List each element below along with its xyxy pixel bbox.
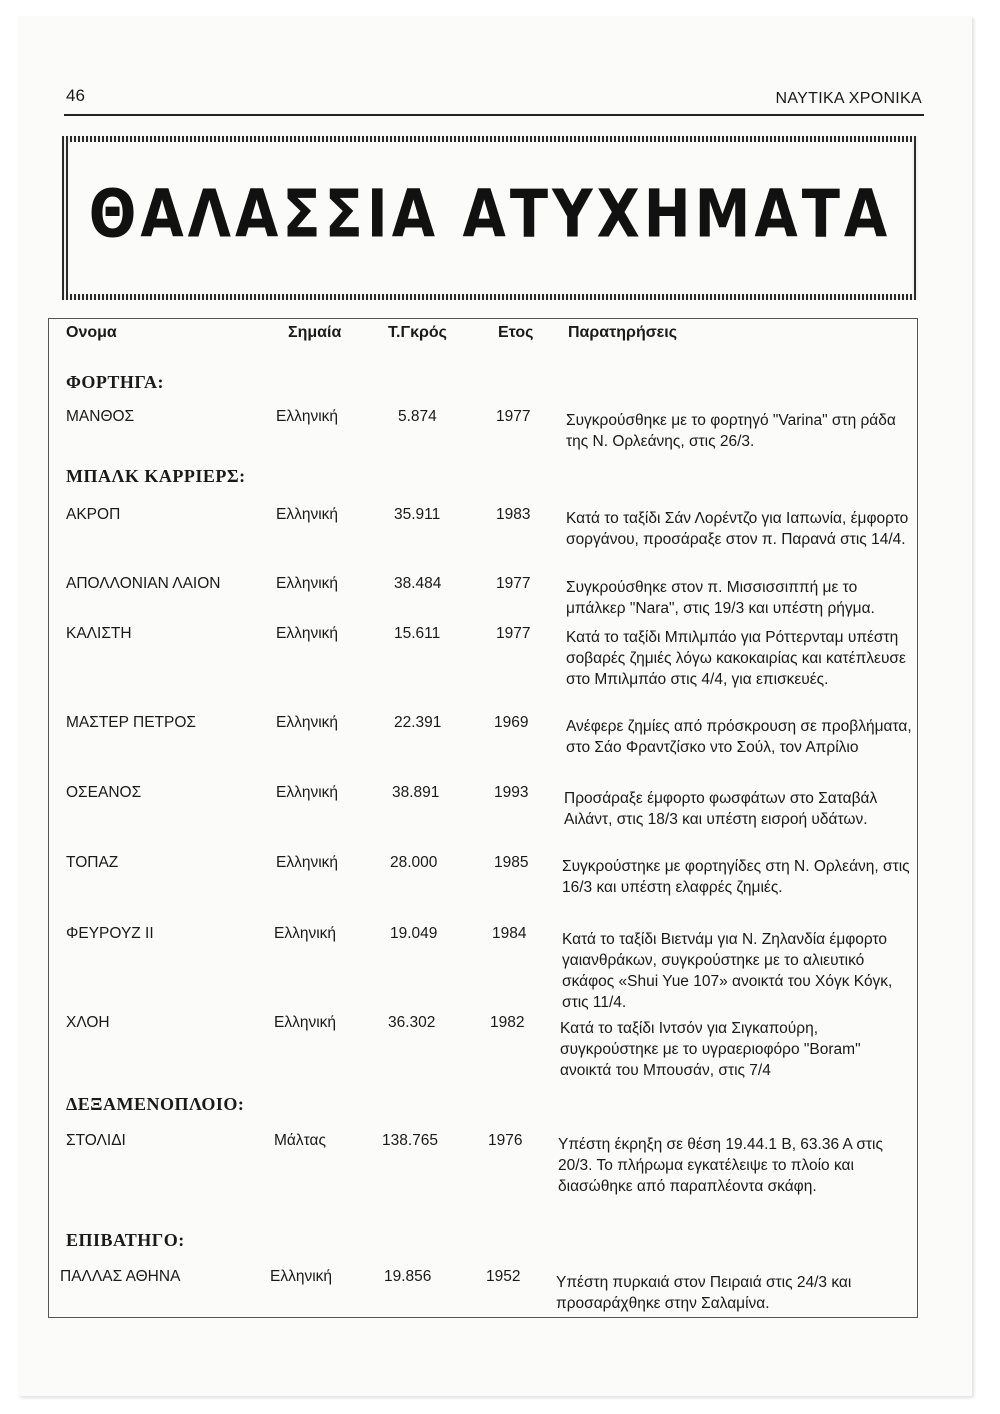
ship-remarks: Συγκρούσθηκε στον π. Μισσισσιππή με το μπάλκερ "Nara", στις 19/3 και υπέστη ρήγμα. bbox=[566, 579, 875, 617]
header-name: Ονομα bbox=[66, 324, 117, 341]
header-year: Ετος bbox=[498, 324, 534, 341]
ship-name: ΤΟΠΑΖ bbox=[66, 854, 119, 871]
ship-remarks: Υπέστη πυρκαιά στον Πειραιά στις 24/3 και προσαράχθηκε στην Σαλαμίνα. bbox=[556, 1274, 852, 1312]
ship-flag: Ελληνική bbox=[274, 925, 337, 942]
ship-name: ΜΑΣΤΕΡ ΠΕΤΡΟΣ bbox=[66, 714, 196, 731]
ship-tonnage: 19.856 bbox=[384, 1268, 432, 1285]
ship-name: ΟΣΕΑΝΟΣ bbox=[66, 784, 142, 801]
ship-year: 1977 bbox=[496, 575, 531, 592]
ship-remarks: Κατά το ταξίδι Μπιλμπάο για Ρόττερνταμ υπέστη σοβαρές ζημιές λόγω κακοκαιρίας και κατέπλευσε στο Μπιλμπάο στις 4/4, για επισκευές. bbox=[566, 629, 906, 688]
journal-title: ΝΑΥΤΙΚΑ ΧΡΟΝΙΚΑ bbox=[775, 90, 922, 107]
ship-remarks: Υπέστη έκρηξη σε θέση 19.44.1 Β, 63.36 Α στις 20/3. Το πλήρωμα εγκατέλειψε το πλοίο και διασώθηκε από παραπλέοντα σκάφη. bbox=[558, 1136, 883, 1195]
ship-tonnage: 35.911 bbox=[394, 506, 441, 523]
ship-year: 1984 bbox=[492, 925, 527, 942]
header-remarks: Παρατηρήσεις bbox=[568, 324, 678, 341]
ship-flag: Ελληνική bbox=[276, 408, 339, 425]
ship-flag: Ελληνική bbox=[274, 1014, 337, 1031]
ship-flag: Ελληνική bbox=[276, 714, 339, 731]
ship-name: ΑΠΟΛΛΟΝΙΑΝ ΛΑΙΟΝ bbox=[66, 575, 221, 592]
ship-flag: Ελληνική bbox=[276, 575, 339, 592]
ship-year: 1993 bbox=[494, 784, 529, 801]
ship-flag: Ελληνική bbox=[276, 506, 339, 523]
section-title: ΦΟΡΤΗΓΑ: bbox=[66, 372, 164, 392]
ship-remarks: Κατά το ταξίδι Ιντσόν για Σιγκαπούρη, συγκρούστηκε με το υγραεριοφόρο "Boram" ανοικτά του Μπουσάν, στις 7/4 bbox=[560, 1020, 861, 1079]
ship-year: 1982 bbox=[490, 1014, 525, 1031]
ship-year: 1977 bbox=[496, 408, 531, 425]
ship-flag: Μάλτας bbox=[274, 1132, 326, 1149]
ship-tonnage: 36.302 bbox=[388, 1014, 436, 1031]
section-title: ΕΠΙΒΑΤΗΓΟ: bbox=[66, 1230, 185, 1250]
ship-flag: Ελληνική bbox=[276, 625, 339, 642]
ship-remarks: Συγκρούσθηκε με το φορτηγό "Varina" στη ράδα της Ν. Ορλεάνης, στις 26/3. bbox=[566, 412, 896, 450]
header-flag: Σημαία bbox=[288, 324, 342, 341]
ship-name: ΚΑΛΙΣΤΗ bbox=[66, 625, 132, 642]
ship-remarks: Ανέφερε ζημίες από πρόσκρουση σε προβλήματα, στο Σάο Φραντζίσκο ντο Σούλ, τον Απρίλιο bbox=[566, 718, 912, 756]
ship-remarks: Κατά το ταξίδι Βιετνάμ για Ν. Ζηλανδία έμφορτο γαιανθράκων, συγκρούστηκε με το αλιευτικό σκάφος «Shui Yue 107» ανοικτά του Χόγκ Κόγκ, στις 11/4. bbox=[562, 931, 893, 1011]
header-tonnage: Τ.Γκρός bbox=[388, 324, 447, 341]
ship-year: 1983 bbox=[496, 506, 531, 523]
section-title: ΜΠΑΛΚ ΚΑΡΡΙΕΡΣ: bbox=[66, 466, 246, 486]
section-title: ΔΕΞΑΜΕΝΟΠΛΟΙΟ: bbox=[66, 1094, 245, 1114]
ship-name: ΣΤΟΛΙΔΙ bbox=[66, 1132, 126, 1149]
ship-year: 1976 bbox=[488, 1132, 523, 1149]
ship-name: ΑΚΡΟΠ bbox=[66, 506, 121, 523]
page-number: 46 bbox=[66, 86, 85, 105]
ship-name: ΧΛΟΗ bbox=[66, 1014, 110, 1031]
ship-tonnage: 5.874 bbox=[398, 408, 437, 425]
ship-tonnage: 15.611 bbox=[394, 625, 441, 642]
ship-remarks: Συγκρούστηκε με φορτηγίδες στη Ν. Ορλεάνη, στις 16/3 και υπέστη ελαφρές ζημιές. bbox=[562, 858, 910, 896]
ship-flag: Ελληνική bbox=[276, 854, 339, 871]
ship-tonnage: 138.765 bbox=[382, 1132, 439, 1149]
header-rule bbox=[64, 114, 924, 116]
ship-name: ΜΑΝΘΟΣ bbox=[66, 408, 135, 425]
ship-year: 1952 bbox=[486, 1268, 521, 1285]
banner-title: ΘΑΛΑΣΣΙΑ ΑΤΥΧΗΜΑΤΑ bbox=[88, 176, 892, 253]
ship-year: 1969 bbox=[494, 714, 529, 731]
ship-remarks: Προσάραξε έμφορτο φωσφάτων στο Σαταβάλ Αιλάντ, στις 18/3 και υπέστη εισροή υδάτων. bbox=[564, 790, 878, 828]
ship-tonnage: 22.391 bbox=[394, 714, 442, 731]
ship-tonnage: 38.484 bbox=[394, 575, 442, 592]
ship-remarks: Κατά το ταξίδι Σάν Λορέντζο για Ιαπωνία, έμφορτο σοργάνου, προσάραξε στον π. Παρανά στις 14/4. bbox=[566, 510, 909, 548]
ship-tonnage: 38.891 bbox=[392, 784, 440, 801]
ship-tonnage: 28.000 bbox=[390, 854, 438, 871]
ship-year: 1985 bbox=[494, 854, 529, 871]
ship-tonnage: 19.049 bbox=[390, 925, 438, 942]
ship-year: 1977 bbox=[496, 625, 531, 642]
ship-flag: Ελληνική bbox=[276, 784, 339, 801]
title-banner bbox=[62, 136, 918, 300]
ship-flag: Ελληνική bbox=[270, 1268, 333, 1285]
ship-name: ΦΕΥΡΟΥΖ ΙΙ bbox=[66, 925, 154, 942]
ship-name: ΠΑΛΛΑΣ ΑΘΗΝΑ bbox=[60, 1268, 181, 1285]
